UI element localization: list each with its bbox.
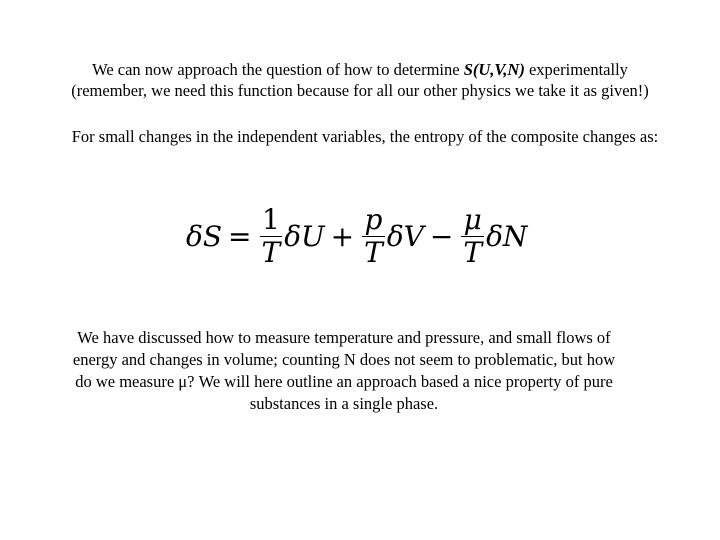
intro-suffix: experimentally [524,60,628,79]
fraction-one-over-t [260,204,283,269]
fraction-p-over-t [362,204,385,269]
equation-minus: − [429,219,454,253]
equation-equals: = [228,219,252,253]
equation-term-2-variable: δV [386,219,424,253]
intro-line-2: (remember, we need this function because for all our other physics we take it as given!) [71,81,649,100]
intro-prefix: We can now approach the question of how to determine [92,60,464,79]
small-changes-sentence: For small changes in the independent variables, the entropy of the composite changes as: [71,127,659,146]
closing-paragraph: We have discussed how to measure temperature and pressure, and small flows of energy and changes in volume; counting N does not seem to problematic, but how do we measure μ? We will here outline an approach based a nice property of pure substances in a single phase. [72,328,616,413]
equation-term-3-variable: δN [486,219,528,253]
fraction-2-denominator: T [364,235,383,269]
fraction-3-denominator: T [463,235,483,269]
entropy-function-name: S(U,V,N) [463,60,525,79]
equation-term-1-variable: δU [284,219,325,253]
equation-plus: + [330,219,355,253]
fraction-1-numerator: 1 [261,202,280,236]
fraction-2-numerator: p [364,202,383,236]
equation-lhs: δS [186,219,223,253]
entropy-differential-equation [186,196,536,276]
fraction-mu-over-t [461,204,484,269]
fraction-3-numerator: μ [463,202,482,236]
fraction-1-denominator: T [261,235,281,269]
intro-paragraph [0,59,720,101]
